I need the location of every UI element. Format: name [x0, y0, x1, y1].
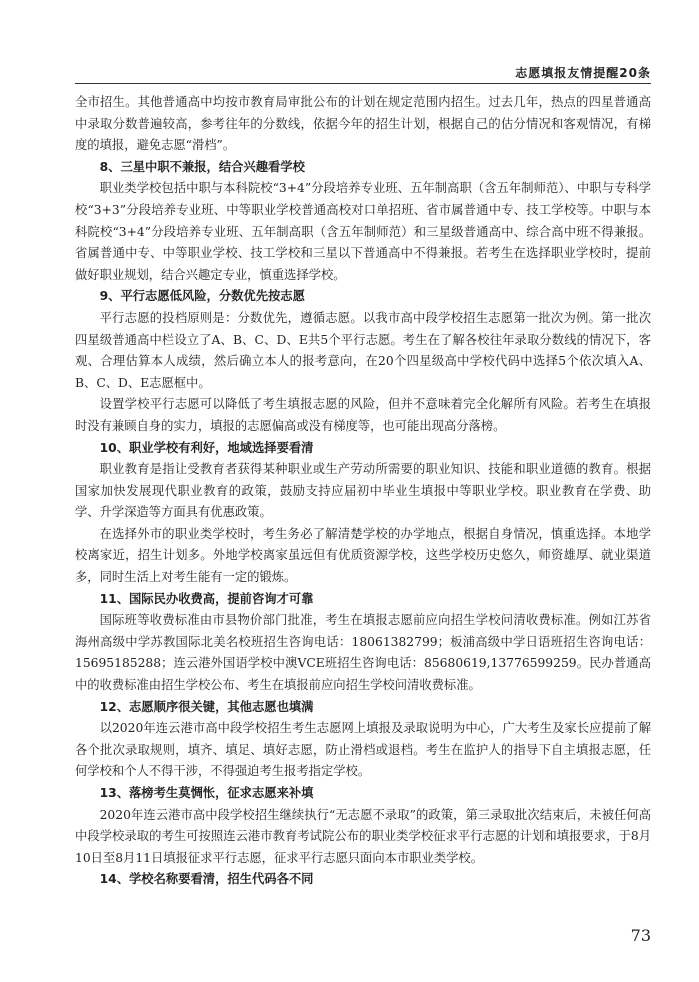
- paragraph: 国际班等收费标准由市县物价部门批准，考生在填报志愿前应向招生学校问清收费标准。例如江苏省海州高级中学苏教国际北美名校班招生咨询电话：18061382799；板浦高级中学日语班招生咨询电话：15695185288；连云港外国语学校中澳VCE班招生咨询电话：85680619,13776599259。民办普通高中的收费标准由招生学校公布、考生在填报前应向招生学校问清收费标准。: [75, 613, 651, 693]
- paragraph: 平行志愿的投档原则是：分数优先，遵循志愿。以我市高中段学校招生志愿第一批次为例。第一批次四星级普通高中栏设立了A、B、C、D、E共5个平行志愿。考生在了解各校往年录取分数线的情况下，客观、合理估算本人成绩，然后确立本人的报考意向，在20个四星级高中学校代码中选择5个依次填入A、B、C、D、E志愿框中。: [75, 310, 651, 390]
- section-heading: 14、学校名称要看清，招生代码各不同: [99, 872, 314, 887]
- paragraph: 设置学校平行志愿可以降低了考生填报志愿的风险，但并不意味着完全化解所有风险。若考生在填报时没有兼顾自身的实力，填报的志愿偏高或没有梯度等，也可能出现高分落榜。: [75, 397, 651, 433]
- paragraph: 全市招生。其他普通高中均按市教育局审批公布的计划在规定范围内招生。过去几年，热点的四星普通高中录取分数普遍较高，参考往年的分数线，依据今年的招生计划，根据自己的估分情况和客观情况，有梯度的填报，避免志愿“滑档”。: [75, 95, 651, 153]
- section-heading: 8、三星中职不兼报，结合兴趣看学校: [99, 159, 305, 174]
- section-heading: 10、职业学校有利好，地域选择要看清: [99, 440, 314, 455]
- page-body: [75, 92, 651, 891]
- paragraph: 在选择外市的职业类学校时，考生务必了解清楚学校的办学地点，根据自身情况，慎重选择。本地学校离家近，招生计划多。外地学校离家虽远但有优质资源学校，这些学校历史悠久，师资雄厚、就业渠道多，同时生活上对考生能有一定的锻炼。: [75, 526, 651, 585]
- paragraph: 职业类学校包括中职与本科院校“3+4”分段培养专业班、五年制高职（含五年制师范）、中职与专科学校“3+3”分段培养专业班、中等职业学校普通高校对口单招班、省市属普通中专、技工学校等。中职与本科院校“3+4”分段培养专业班、五年制高职（含五年制师范）和三星级普通高中、综合高中班不得兼报。省属普通中专、中等职业学校、技工学校和三星以下普通高中不得兼报。若考生在选择职业学校时，提前做好职业规划，结合兴趣定专业，慎重选择学校。: [75, 181, 651, 282]
- paragraph: 以2020年连云港市高中段学校招生考生志愿网上填报及录取说明为中心，广大考生及家长应提前了解各个批次录取规则，填齐、填足、填好志愿，防止滑档或退档。考生在监护人的指导下自主填报志愿，任何学校和个人不得干涉，不得强迫考生报考指定学校。: [75, 721, 651, 779]
- header-rule: [75, 83, 651, 84]
- section-heading: 9、平行志愿低风险，分数优先按志愿: [99, 289, 305, 304]
- section-heading: 13、落榜考生莫惆怅，征求志愿来补填: [99, 786, 314, 800]
- running-header-title: 志愿填报友情提醒20条: [515, 66, 651, 80]
- page-number: 73: [630, 926, 651, 945]
- paragraph: 2020年连云港市高中段学校招生继续执行“无志愿不录取”的政策，第三录取批次结束后，未被任何高中段学校录取的考生可按照连云港市教育考试院公布的职业类学校征求平行志愿的计划和填报要求，于8月10日至8月11日填报征求平行志愿，征求平行志愿只面向本市职业类学校。: [75, 807, 651, 865]
- section-heading: 11、国际民办收费高，提前咨询才可靠: [99, 591, 314, 606]
- paragraph: 职业教育是指让受教育者获得某种职业或生产劳动所需要的职业知识、技能和职业道德的教育。根据国家加快发展现代职业教育的政策，鼓励支持应届初中毕业生填报中等职业学校。职业教育在学费、助学、升学深造等方面具有优惠政策。: [75, 462, 651, 520]
- section-heading: 12、志愿顺序很关键，其他志愿也填满: [99, 699, 314, 714]
